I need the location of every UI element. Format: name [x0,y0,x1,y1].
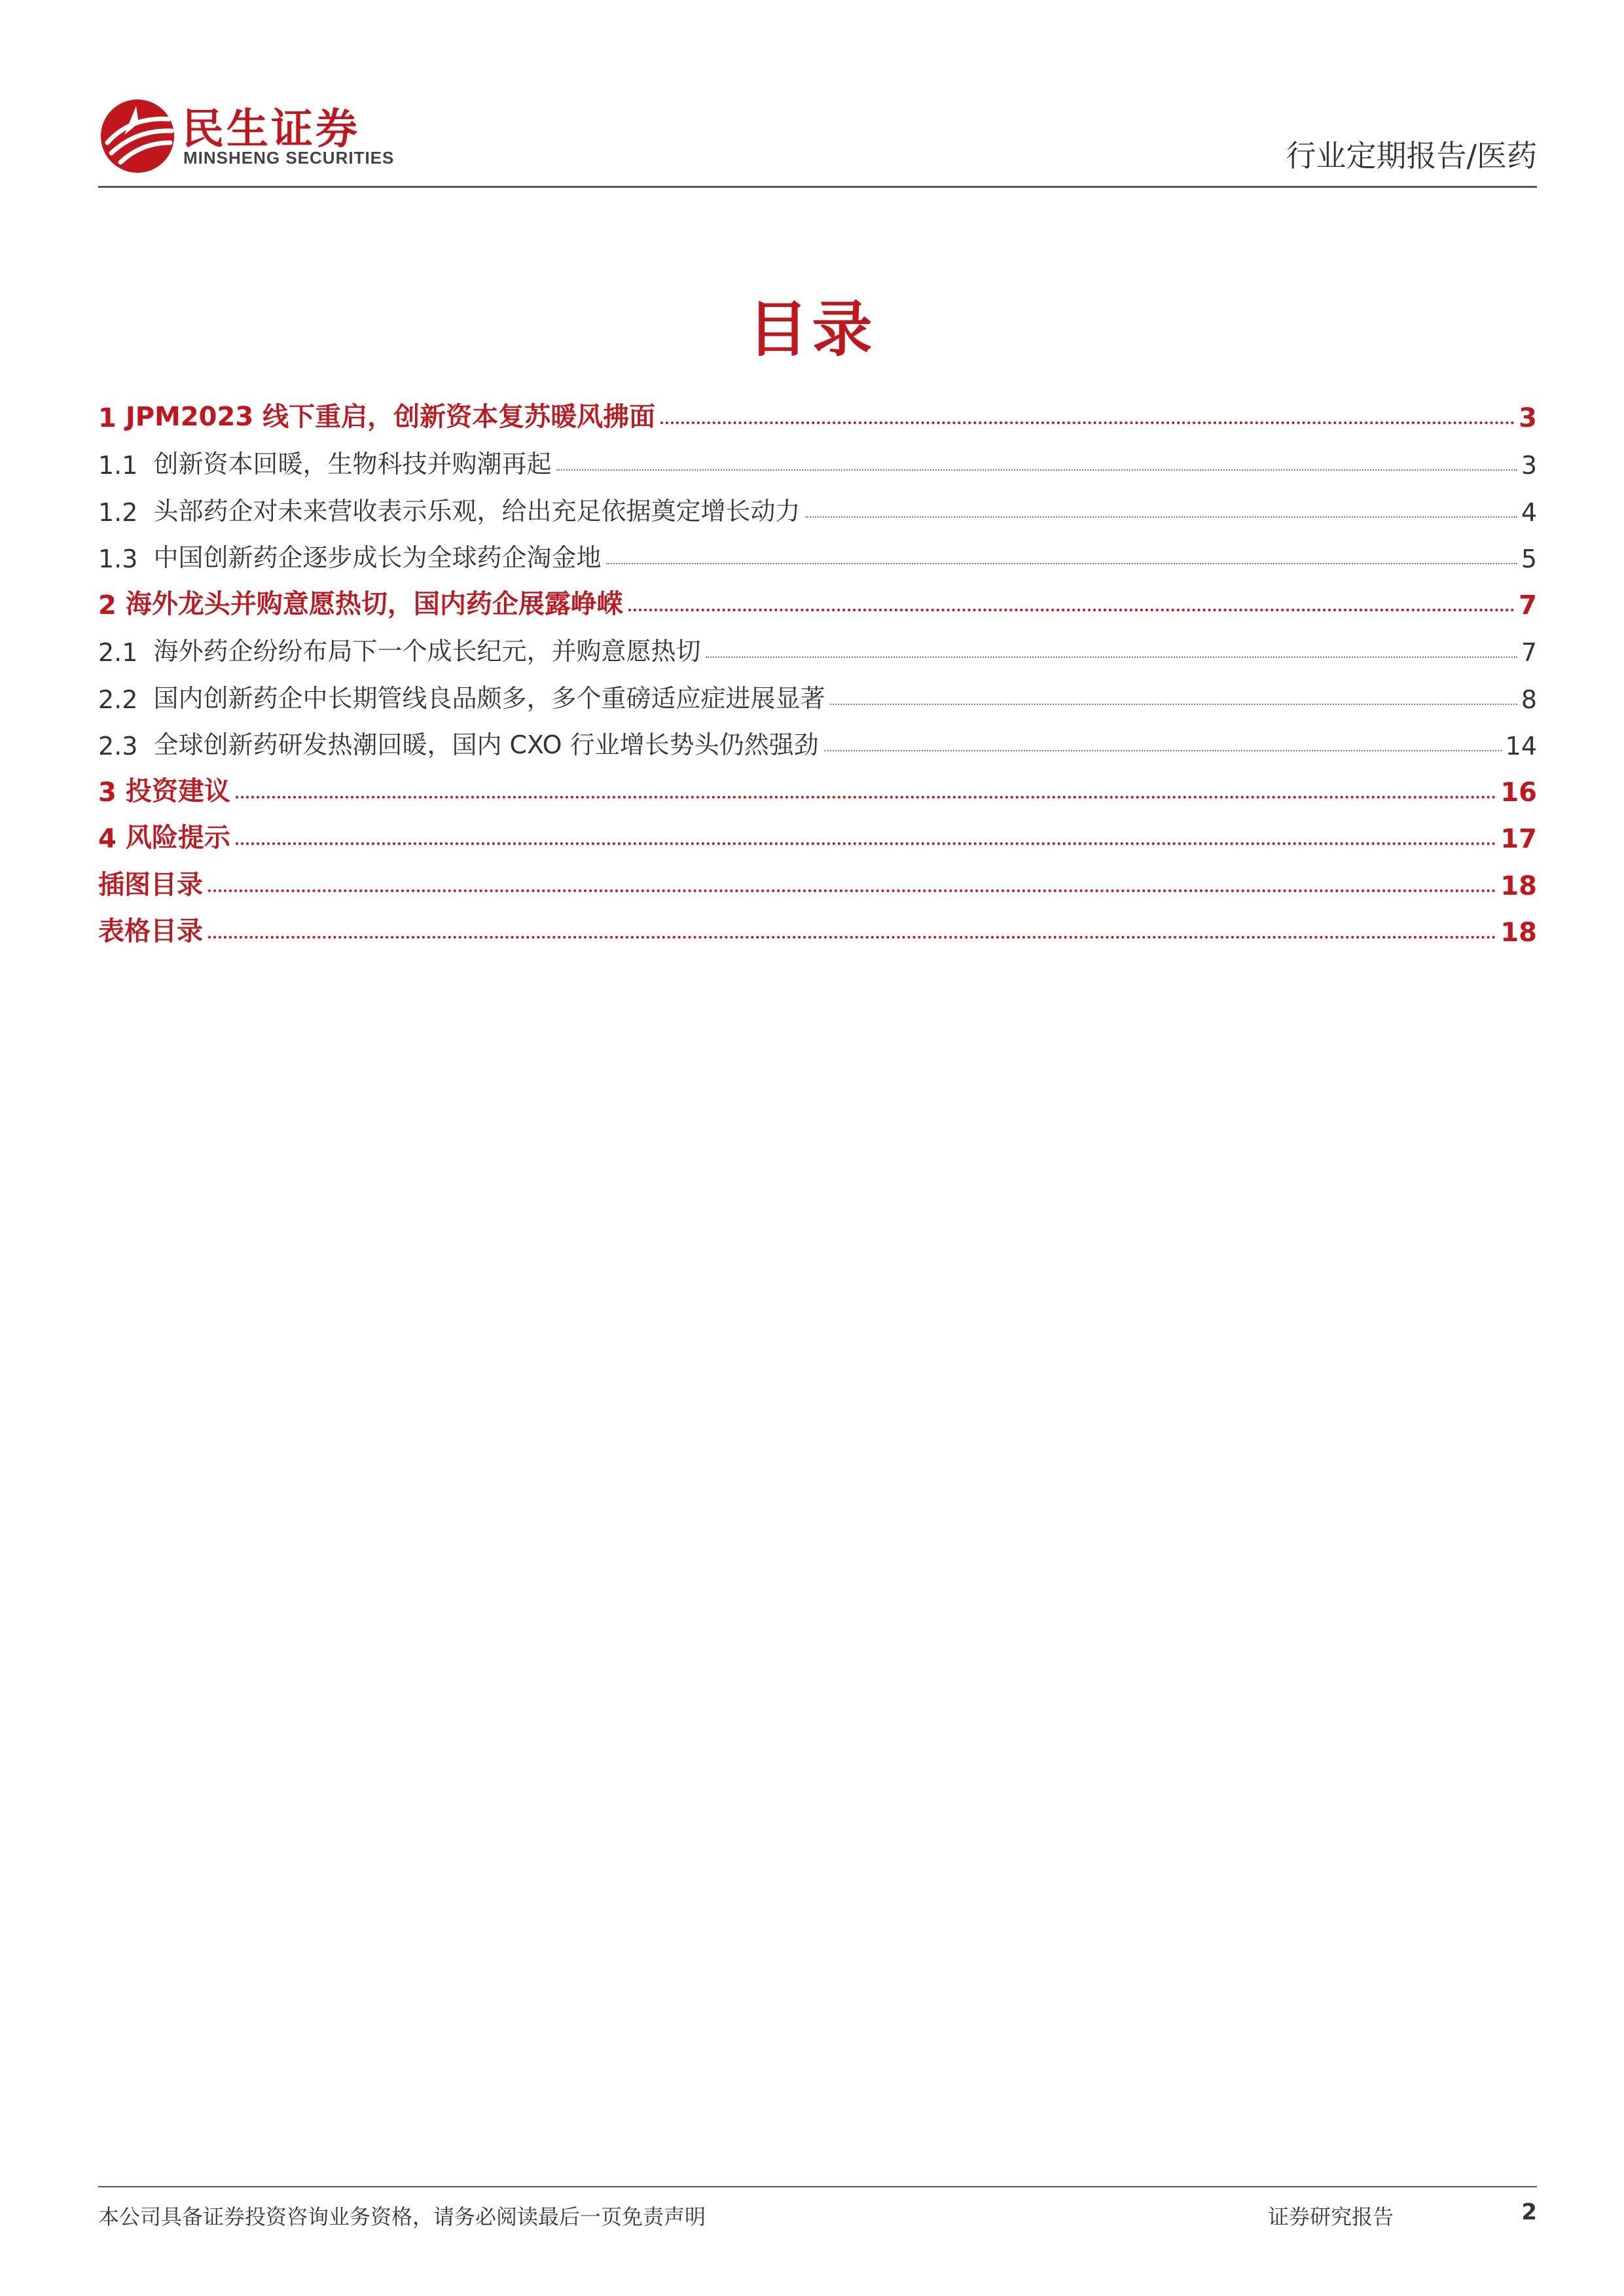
toc-dot-leader [628,609,1515,611]
toc-entry-label: 全球创新药研发热潮回暖，国内 CXO 行业增长势头仍然强劲 [153,730,819,759]
toc-entry-label: JPM2023 线下重启，创新资本复苏暖风拂面 [125,401,656,432]
toc-entry-page: 14 [1505,732,1537,761]
toc-entry-page: 3 [1519,403,1537,433]
toc-entry[interactable] [98,901,1537,948]
toc-entry-page: 17 [1500,824,1537,854]
toc-entry[interactable] [98,480,1537,527]
company-logo [98,92,399,177]
toc-entry-label: 风险提示 [125,823,230,853]
toc-entry-number: 2.3 [98,732,138,761]
toc-entry-page: 18 [1500,918,1537,948]
toc-entry[interactable] [98,573,1537,620]
toc-dot-leader [208,936,1496,939]
toc-entry-page: 8 [1521,685,1537,714]
toc-entry[interactable] [98,808,1537,855]
toc-entry[interactable] [98,854,1537,901]
toc-entry[interactable] [98,433,1537,480]
toc-dot-leader [208,889,1496,892]
toc-entry-label: 海外药企纷纷布局下一个成长纪元，并购意愿热切 [153,637,701,666]
logo-english-name: MINSHENG SECURITIES [183,148,395,168]
toc-entry-number: 1.3 [98,545,138,573]
toc-title: 目录 [748,295,876,365]
toc-dot-leader [606,563,1517,564]
toc-entry-label: 创新资本回暖，生物科技并购潮再起 [153,450,552,478]
toc-entry-page: 18 [1500,870,1537,901]
toc-entry-label: 海外龙头并购意愿热切，国内药企展露峥嵘 [125,588,623,619]
toc-entry-number: 2.1 [98,638,138,667]
toc-entry-number: 1.1 [98,451,138,480]
toc-entry-label: 国内创新药企中长期管线良品颇多，多个重磅适应症进展显著 [153,683,825,713]
toc-dot-leader [824,750,1502,751]
toc-entry-number: 1.2 [98,497,138,527]
toc-dot-leader [805,516,1517,518]
toc-entry-page: 3 [1521,451,1537,480]
toc-dot-leader [556,469,1517,471]
report-type: 行业定期报告/医药 [1286,138,1537,173]
footer-divider [98,2186,1537,2187]
toc-entry-label: 中国创新药企逐步成长为全球药企淘金地 [153,543,602,572]
logo-chinese-name: 民生证券 [182,105,360,154]
toc-entry-page: 7 [1519,590,1537,620]
toc-list [98,386,1537,948]
toc-entry-number: 1 [98,403,117,433]
footer-report-label: 证券研究报告 [1268,2204,1394,2229]
toc-dot-leader [236,796,1496,798]
toc-entry[interactable] [98,386,1537,433]
toc-entry[interactable] [98,620,1537,668]
toc-entry-label: 插图目录 [98,869,203,900]
toc-entry-label: 投资建议 [125,776,230,806]
toc-entry-number: 3 [98,777,117,808]
toc-entry-page: 7 [1521,638,1537,667]
toc-entry-number: 2 [98,590,117,620]
toc-entry-label: 头部药企对未来营收表示乐观，给出充足依据奠定增长动力 [153,496,801,526]
footer-disclaimer: 本公司具备证券投资咨询业务资格，请务必阅读最后一页免责声明 [98,2204,706,2229]
toc-entry-number: 2.2 [98,685,138,714]
toc-dot-leader [706,656,1517,658]
toc-entry-page: 4 [1521,497,1537,527]
toc-entry[interactable] [98,761,1537,808]
toc-entry[interactable] [98,667,1537,714]
toc-dot-leader [236,842,1496,845]
toc-entry-number: 4 [98,824,117,854]
header-divider [98,186,1537,188]
minsheng-logo-icon [98,97,177,175]
toc-entry-page: 16 [1500,777,1537,808]
toc-entry[interactable] [98,527,1537,574]
toc-entry-page: 5 [1521,545,1537,573]
toc-dot-leader [830,704,1517,705]
toc-entry-label: 表格目录 [98,916,203,946]
toc-entry[interactable] [98,714,1537,761]
page-number: 2 [1521,2199,1537,2225]
page-header [98,92,1537,190]
toc-dot-leader [660,422,1515,424]
